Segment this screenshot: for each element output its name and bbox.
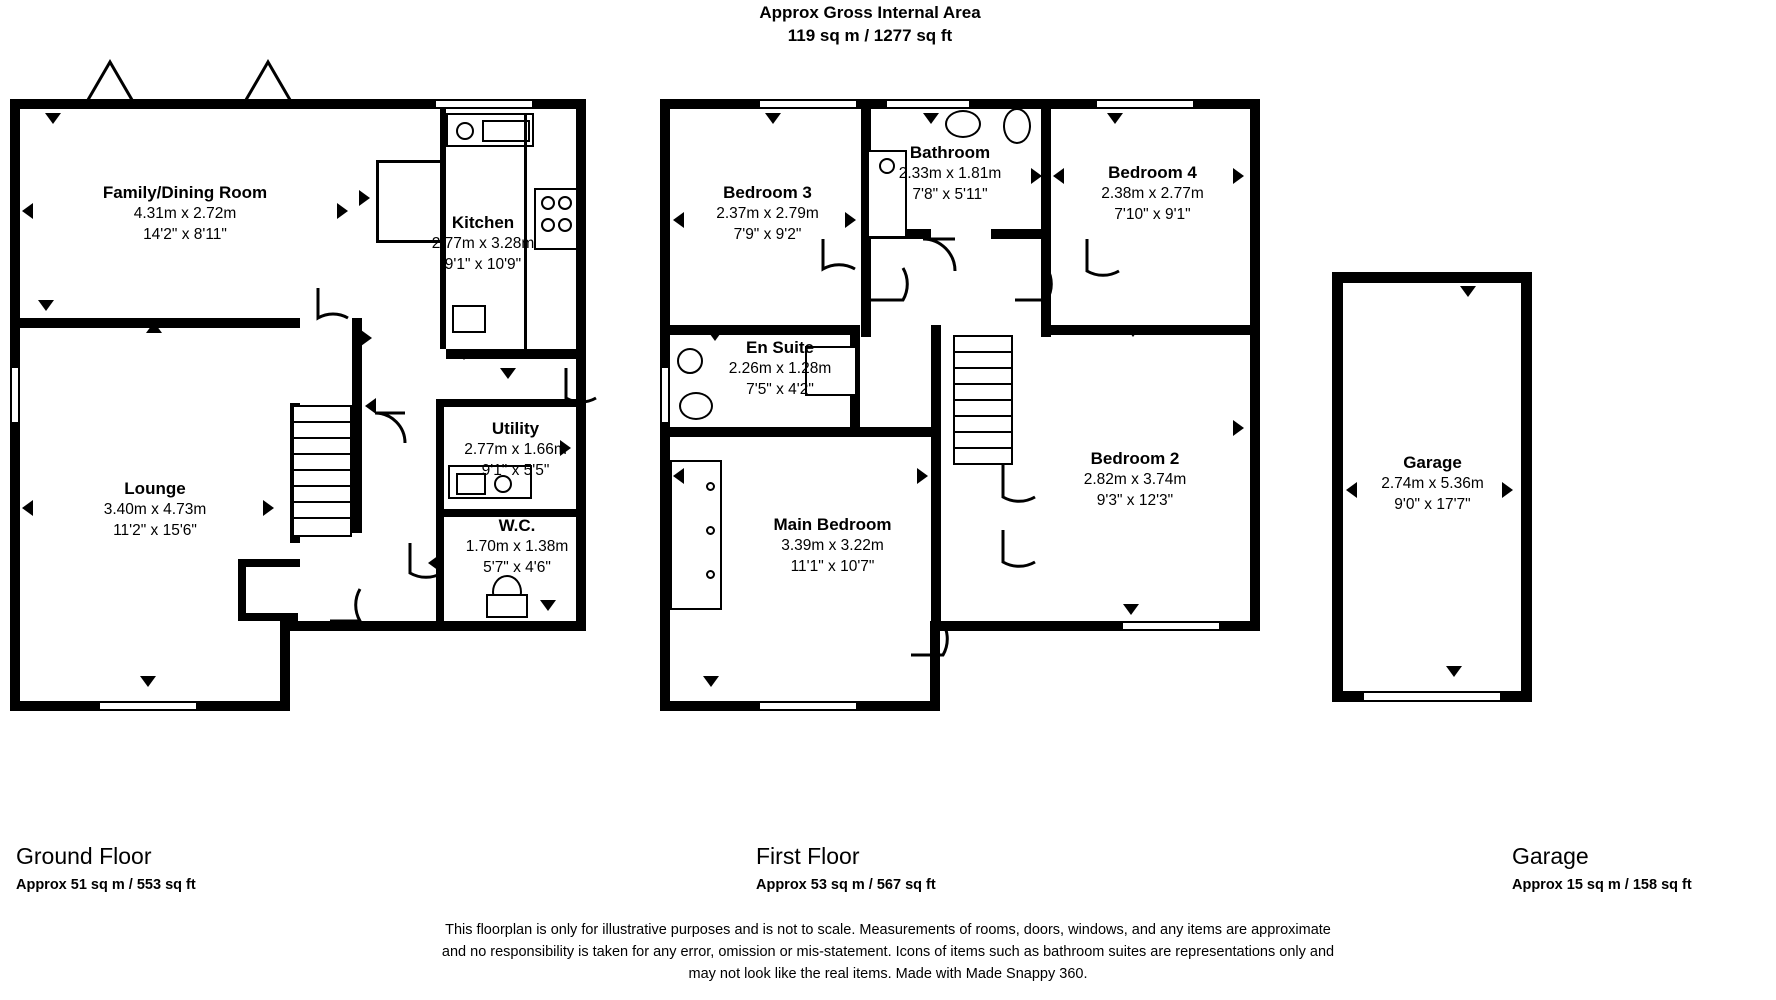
room-label-kitchen xyxy=(388,212,578,275)
room-label-utility xyxy=(428,418,603,481)
room-name: Bedroom 3 xyxy=(723,183,812,202)
room-dim-metric: 4.31m x 2.72m xyxy=(133,205,237,223)
garage-pier-left-a xyxy=(1332,406,1343,440)
room-dim-imperial: 5'7" x 4'6" xyxy=(483,558,551,576)
disclaimer-line-2: and no responsibility is taken for any error, omission or mis-statement. Icons of items such as bathroom suites are representations only and xyxy=(441,943,1335,960)
garage-pier-right-b xyxy=(1521,546,1532,580)
room-dim-imperial: 9'3" x 12'3" xyxy=(1096,491,1174,509)
room-label-family-dining-room xyxy=(60,182,310,245)
room-dim-metric: 2.77m x 1.66m xyxy=(464,441,567,459)
arrow-garage-bottom xyxy=(1446,666,1462,677)
garage-pier-left-b xyxy=(1332,546,1343,580)
floor-title: Garage xyxy=(1512,843,1589,869)
floor-title: First Floor xyxy=(756,843,860,869)
caption-first-floor xyxy=(756,843,936,893)
room-dim-metric: 3.40m x 4.73m xyxy=(103,501,207,519)
room-dim-metric: 2.33m x 1.81m xyxy=(898,165,1002,183)
room-dim-imperial: 9'1" x 10'9" xyxy=(444,255,522,273)
room-name: Bathroom xyxy=(909,143,991,162)
room-dim-imperial: 11'1" x 10'7" xyxy=(790,557,875,575)
garage-wall-bottom-right xyxy=(1500,691,1532,702)
disclaimer-text xyxy=(288,920,1488,985)
garage-wall-bottom-left xyxy=(1332,691,1364,702)
floor-title: Ground Floor xyxy=(16,843,152,869)
room-dim-metric: 2.82m x 3.74m xyxy=(1083,471,1187,489)
room-dim-imperial: 9'1" x 5'5" xyxy=(481,461,550,479)
room-dim-imperial: 7'5" x 4'2" xyxy=(746,380,814,398)
garage-plan xyxy=(1320,0,1600,730)
gross-area-value: 119 sq m / 1277 sq ft xyxy=(787,25,953,45)
room-dim-imperial: 7'9" x 9'2" xyxy=(733,225,802,243)
room-name: Lounge xyxy=(124,479,186,498)
room-dim-metric: 2.37m x 2.79m xyxy=(716,205,819,223)
room-name: Bedroom 2 xyxy=(1090,449,1180,468)
room-label-wc xyxy=(432,515,602,578)
arrow-garage-top xyxy=(1460,286,1476,297)
room-name: En Suite xyxy=(745,338,814,357)
room-label-bedroom-4 xyxy=(1065,162,1240,225)
room-dim-imperial: 14'2" x 8'11" xyxy=(143,225,227,243)
caption-garage xyxy=(1512,843,1692,893)
gross-area-title: Approx Gross Internal Area xyxy=(759,3,981,22)
garage-pier-right-a xyxy=(1521,406,1532,440)
room-dim-metric: 2.74m x 5.36m xyxy=(1381,475,1484,493)
room-dim-imperial: 7'10" x 9'1" xyxy=(1114,205,1191,223)
disclaimer-line-1: This floorplan is only for illustrative purposes and is not to scale. Measurements of rooms, doors, windows, and any items are approximate xyxy=(445,922,1331,938)
room-label-bedroom-2 xyxy=(1035,448,1235,511)
floor-area: Approx 53 sq m / 567 sq ft xyxy=(756,877,936,893)
room-dim-metric: 3.39m x 3.22m xyxy=(781,537,884,555)
room-label-main-bedroom xyxy=(725,514,940,577)
room-dim-metric: 1.70m x 1.38m xyxy=(465,538,569,556)
ground-floor-plan xyxy=(0,0,680,730)
room-label-en-suite xyxy=(695,337,865,400)
room-name: Bedroom 4 xyxy=(1108,163,1197,182)
room-name: Main Bedroom xyxy=(773,515,892,534)
floor-area: Approx 51 sq m / 553 sq ft xyxy=(16,877,196,893)
room-name: Utility xyxy=(491,419,540,438)
room-dim-imperial: 11'2" x 15'6" xyxy=(113,521,197,539)
garage-wall-top xyxy=(1332,272,1532,283)
room-label-garage xyxy=(1340,452,1525,515)
first-floor-plan xyxy=(655,0,1335,730)
room-name: Garage xyxy=(1403,453,1462,472)
ground-floor-door-arcs xyxy=(0,0,680,730)
room-label-lounge xyxy=(55,478,255,541)
room-name: Family/Dining Room xyxy=(102,183,268,202)
room-dim-imperial: 7'8" x 5'11" xyxy=(912,185,988,203)
room-label-bedroom-3 xyxy=(680,182,855,245)
caption-ground-floor xyxy=(16,843,196,893)
room-dim-metric: 2.38m x 2.77m xyxy=(1101,185,1204,203)
disclaimer-line-3: may not look like the real items. Made with Made Snappy 360. xyxy=(688,965,1088,982)
room-name: Kitchen xyxy=(451,213,515,232)
room-dim-metric: 2.77m x 3.28m xyxy=(431,235,535,253)
garage-door-opening xyxy=(1364,691,1500,702)
floor-area: Approx 15 sq m / 158 sq ft xyxy=(1512,877,1692,893)
room-dim-metric: 2.26m x 1.28m xyxy=(728,360,832,378)
room-name: W.C. xyxy=(498,516,536,535)
room-dim-imperial: 9'0" x 17'7" xyxy=(1394,495,1471,513)
room-label-bathroom xyxy=(845,142,1055,205)
